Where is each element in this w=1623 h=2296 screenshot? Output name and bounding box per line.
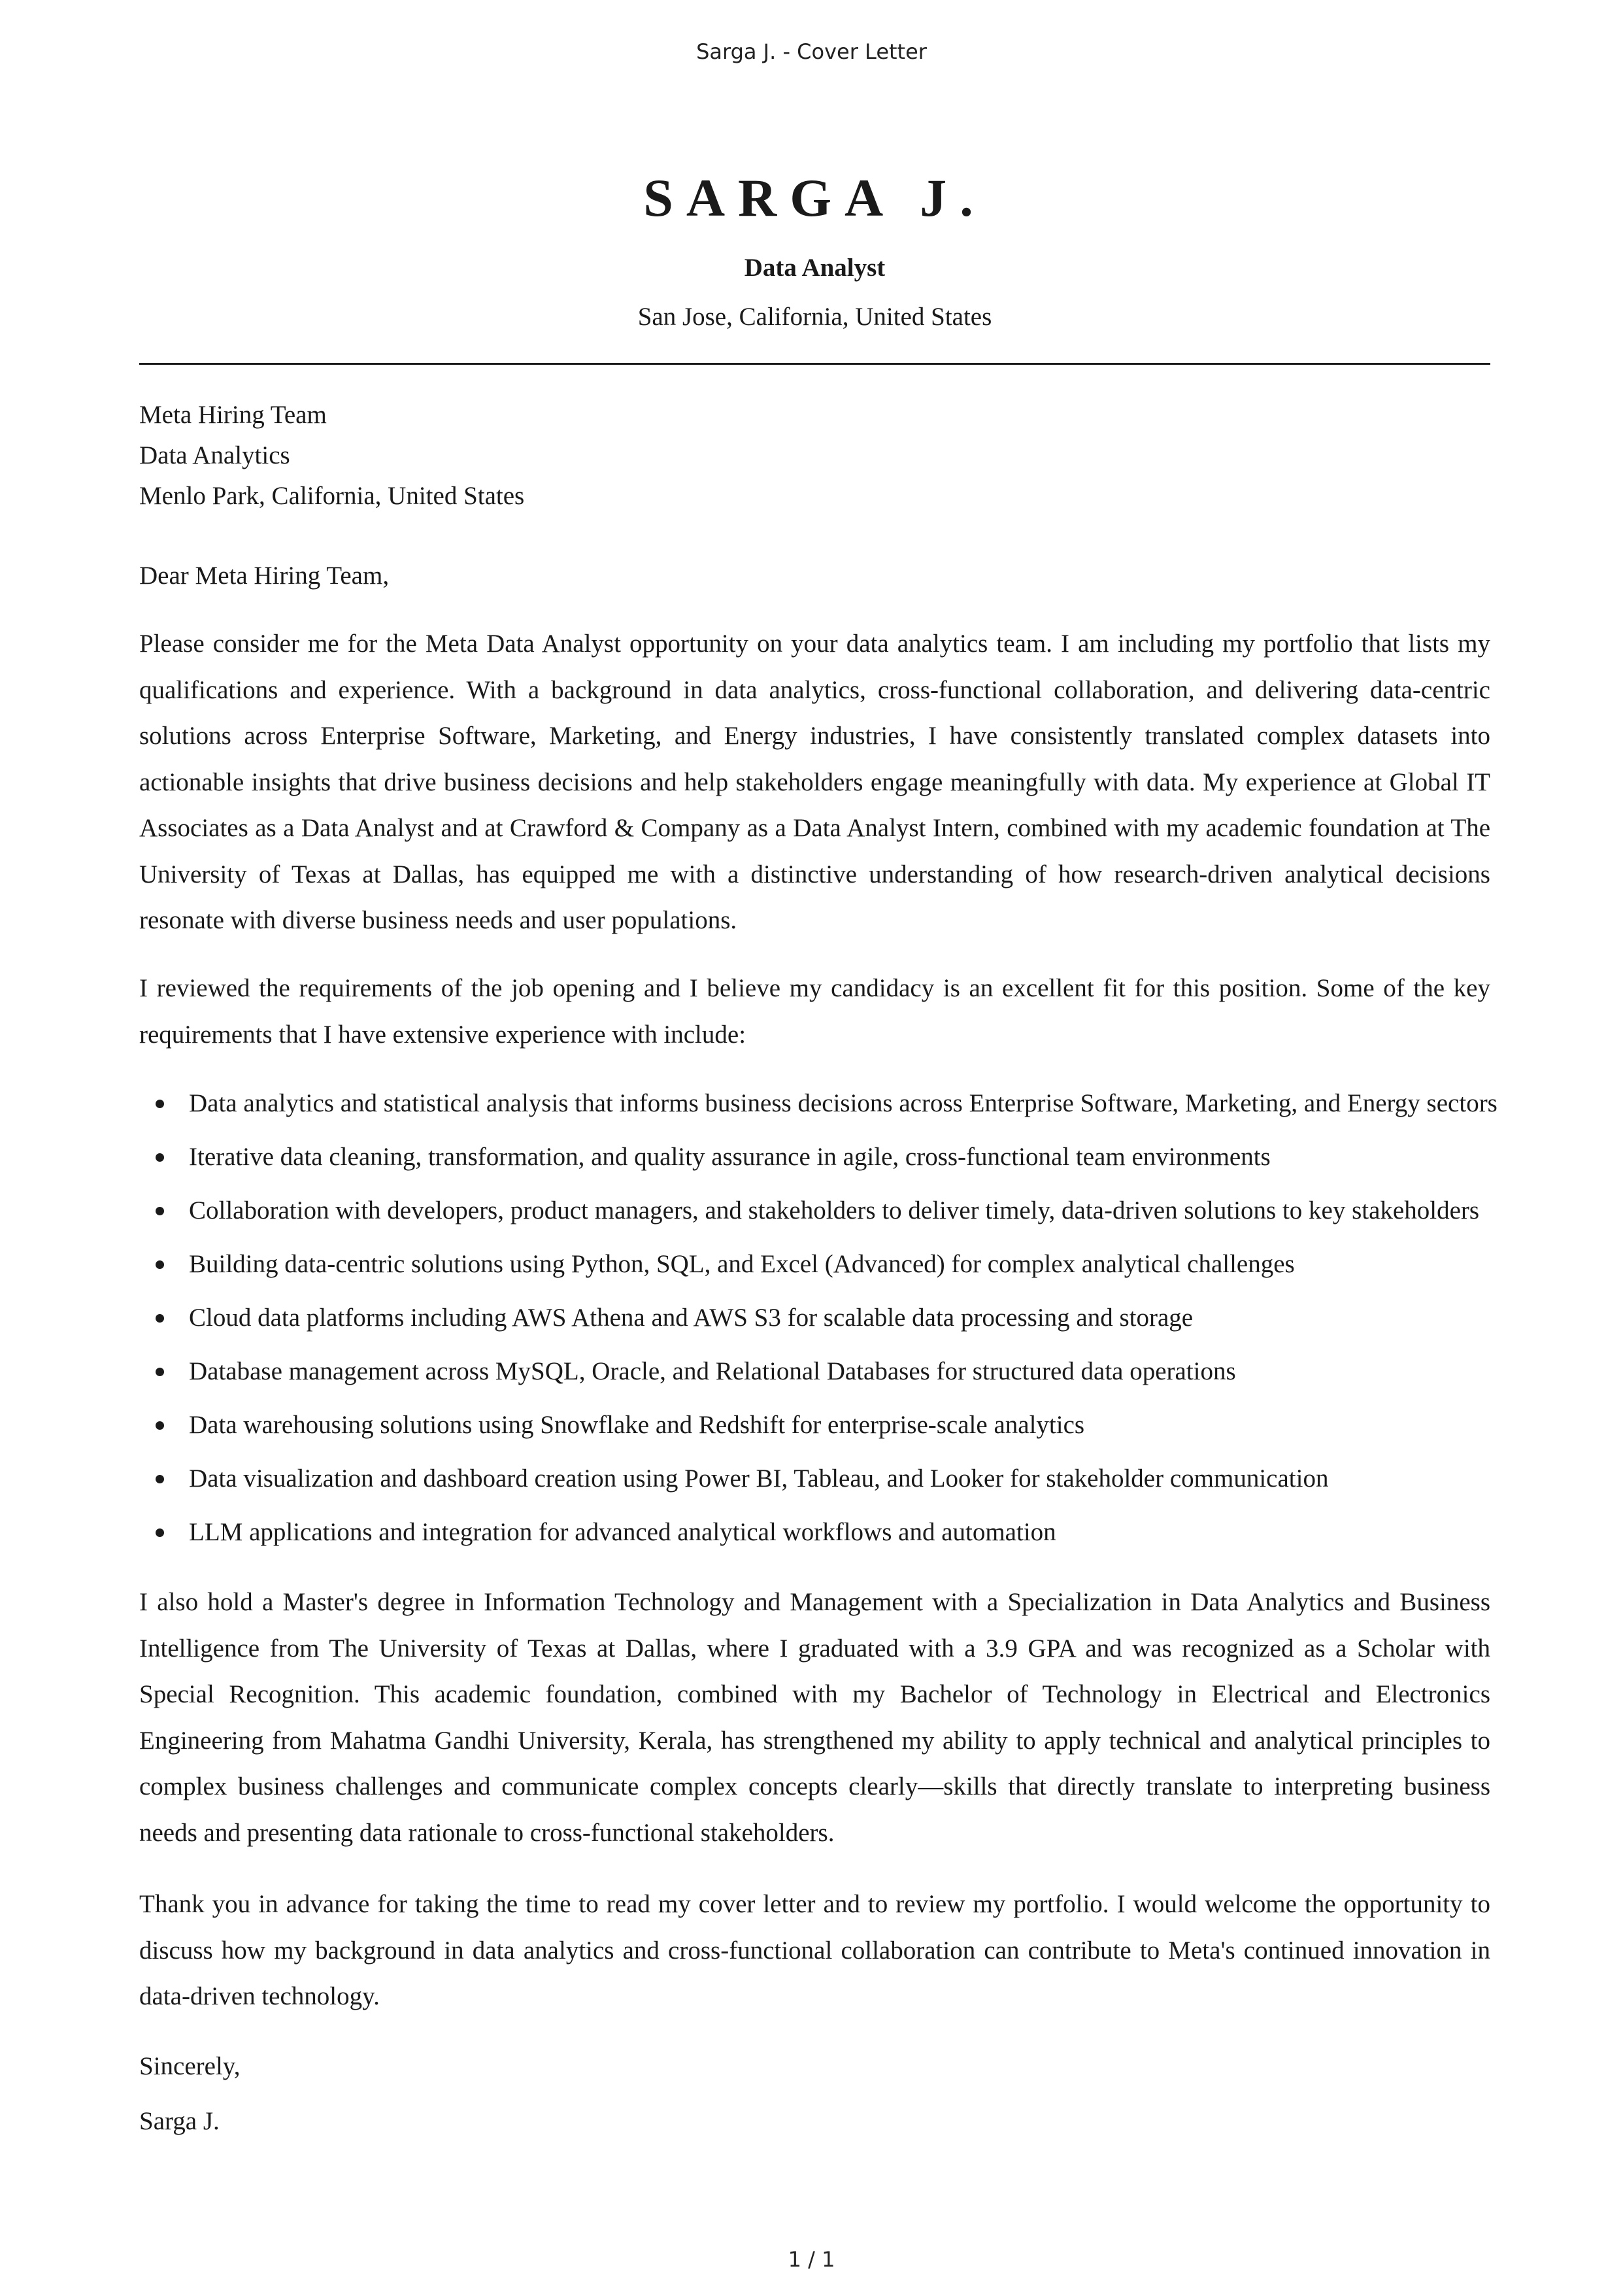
list-item-text: Database management across MySQL, Oracle, and Relational Databases for structured data operations [189, 1357, 1236, 1385]
list-item-text: Iterative data cleaning, transformation, and quality assurance in agile, cross-functional team environments [189, 1143, 1271, 1171]
list-item-text: Data analytics and statistical analysis that informs business decisions across Enterprise Software, Marketing, and Energy sectors [189, 1089, 1498, 1117]
page-number: 1 / 1 [788, 2247, 835, 2272]
recipient-line: Data Analytics [139, 441, 290, 469]
list-item-text: Data visualization and dashboard creation using Power BI, Tableau, and Looker for stakeholder communication [189, 1464, 1329, 1493]
recipient-line: Menlo Park, California, United States [139, 482, 525, 510]
list-item [139, 1083, 1498, 1137]
applicant-title: Data Analyst [744, 254, 886, 282]
education-paragraph: I also hold a Master's degree in Information Technology and Management with a Specialization in Data Analytics and Business Intelligence from The University of Texas at Dallas, where I graduated with a 3.9 GPA and was recognized as a Scholar with Special Recognition. This academic foundation, combined with my Bachelor of Technology in Electrical and Electronics Engineering from Mahatma Gandhi University, Kerala, has strengthened my ability to apply technical and analytical principles to complex business challenges and communicate complex concepts clearly—skills that directly translate to interpreting business needs and presenting data rationale to cross-functional stakeholders. [139, 1588, 1490, 1847]
list-item-text: Cloud data platforms including AWS Athena and AWS S3 for scalable data processing and storage [189, 1304, 1194, 1332]
list-item [139, 1244, 1490, 1298]
list-item-text: Collaboration with developers, product managers, and stakeholders to deliver timely, data-driven solutions to key stakeholders [189, 1196, 1480, 1224]
list-item [139, 1405, 1490, 1459]
recipient-block [139, 395, 1490, 516]
requirements-list [139, 1083, 1498, 1566]
signature: Sarga J. [139, 2107, 220, 2135]
header-divider [139, 363, 1490, 365]
bullet-icon [156, 1528, 164, 1537]
bullet-icon [156, 1475, 164, 1483]
list-item-text: LLM applications and integration for advanced analytical workflows and automation [189, 1518, 1056, 1546]
applicant-location: San Jose, California, United States [637, 303, 992, 331]
list-item-text: Data warehousing solutions using Snowflake and Redshift for enterprise-scale analytics [189, 1411, 1085, 1439]
requirements-paragraph: I reviewed the requirements of the job opening and I believe my candidacy is an excellent fit for this position. Some of the key requirements that I have extensive experience with include: [139, 974, 1490, 1049]
bullet-icon [156, 1100, 164, 1108]
print-header: Sarga J. - Cover Letter [696, 39, 927, 64]
thanks-paragraph: Thank you in advance for taking the time to read my cover letter and to review my portfolio. I would welcome the opportunity to discuss how my background in data analytics and cross-functional collaboration can contribute to Meta's continued innovation in data-driven technology. [139, 1890, 1490, 2010]
intro-paragraph: Please consider me for the Meta Data Analyst opportunity on your data analytics team. I am including my portfolio that lists my qualifications and experience. With a background in data analytics, cross-functional collaboration, and delivering data-centric solutions across Enterprise Software, Marketing, and Energy industries, I have consistently translated complex datasets into actionable insights that drive business decisions and help stakeholders engage meaningfully with data. My experience at Global IT Associates as a Data Analyst and at Crawford & Company as a Data Analyst Intern, combined with my academic foundation at The University of Texas at Dallas, has equipped me with a distinctive understanding of how research-driven analytical decisions resonate with diverse business needs and user populations. [139, 630, 1490, 934]
list-item [139, 1298, 1490, 1351]
greeting: Dear Meta Hiring Team, [139, 562, 390, 590]
list-item [139, 1351, 1490, 1405]
applicant-name: SARGA J. [643, 168, 986, 228]
recipient-line: Meta Hiring Team [139, 401, 327, 429]
list-item [139, 1137, 1490, 1190]
bullet-icon [156, 1314, 164, 1323]
list-item [139, 1190, 1490, 1244]
closing: Sincerely, [139, 2052, 241, 2080]
list-item-text: Building data-centric solutions using Python, SQL, and Excel (Advanced) for complex analytical challenges [189, 1250, 1295, 1278]
list-item [139, 1512, 1490, 1566]
list-item [139, 1459, 1490, 1512]
bullet-icon [156, 1153, 164, 1162]
bullet-icon [156, 1260, 164, 1269]
bullet-icon [156, 1368, 164, 1376]
bullet-icon [156, 1421, 164, 1430]
bullet-icon [156, 1207, 164, 1215]
